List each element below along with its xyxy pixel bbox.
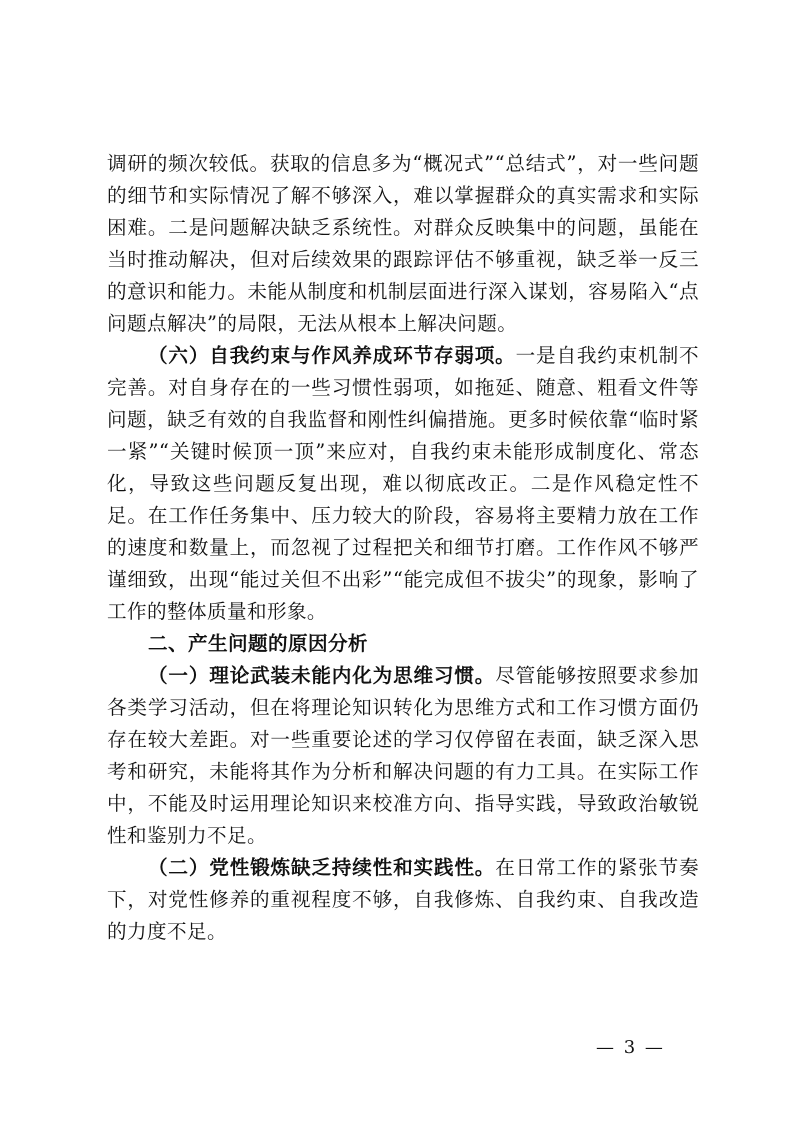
page-number: — 3 — [596,1037,665,1058]
paragraph-continued: 调研的频次较低。获取的信息多为“概况式”“总结式”，对一些问题的细节和实际情况了解不够深入，难以掌握群众的真实需求和实际困难。二是问题解决缺乏系统性。对群众反映集中的问题，虽能在当时推动解决，但对后续效果的跟踪评估不够重视，缺乏举一反三的意识和能力。未能从制度和机制层面进行深入谋划，容易陷入“点问题点解决”的局限，无法从根本上解决问题。 [107,152,699,335]
document-body [107,148,699,948]
section-6-body: 一是自我约束机制不完善。对自身存在的一些习惯性弱项，如拖延、随意、粗看文件等问题，缺乏有效的自我监督和刚性纠偏措施。更多时候依靠“临时紧一紧”“关键时候顶一顶”来应对，自我约束未能形成制度化、常态化，导致这些问题反复出现，难以彻底改正。二是作风稳定性不足。在工作任务集中、压力较大的阶段，容易将主要精力放在工作的速度和数量上，而忽视了过程把关和细节打磨。工作作风不够严谨细致，出现“能过关但不出彩”“能完成但不拔尖”的现象，影响了工作的整体质量和形象。 [107,344,700,623]
paragraph-cause-1 [107,660,699,852]
paragraph-cause-2 [107,852,699,948]
cause-2-body: 在日常工作的紧张节奏下，对党性修养的重视程度不够，自我修炼、自我约束、自我改造的力度不足。 [107,856,699,943]
section-6-lead: （六）自我约束与作风养成环节存弱项。 [148,344,516,367]
heading-cause-analysis: 二、产生问题的原因分析 [148,632,368,655]
paragraph-section-6 [107,340,699,628]
cause-1-body: 尽管能够按照要求参加各类学习活动，但在将理论知识转化为思维方式和工作习惯方面仍存在较大差距。对一些重要论述的学习仅停留在表面，缺乏深入思考和研究，未能将其作为分析和解决问题的有力工具。在实际工作中，不能及时运用理论知识来校准方向、指导实践，导致政治敏锐性和鉴别力不足。 [107,664,699,847]
cause-2-lead: （二）党性锻炼缺乏持续性和实践性。 [148,856,496,879]
cause-1-lead: （一）理论武装未能内化为思维习惯。 [148,664,496,687]
